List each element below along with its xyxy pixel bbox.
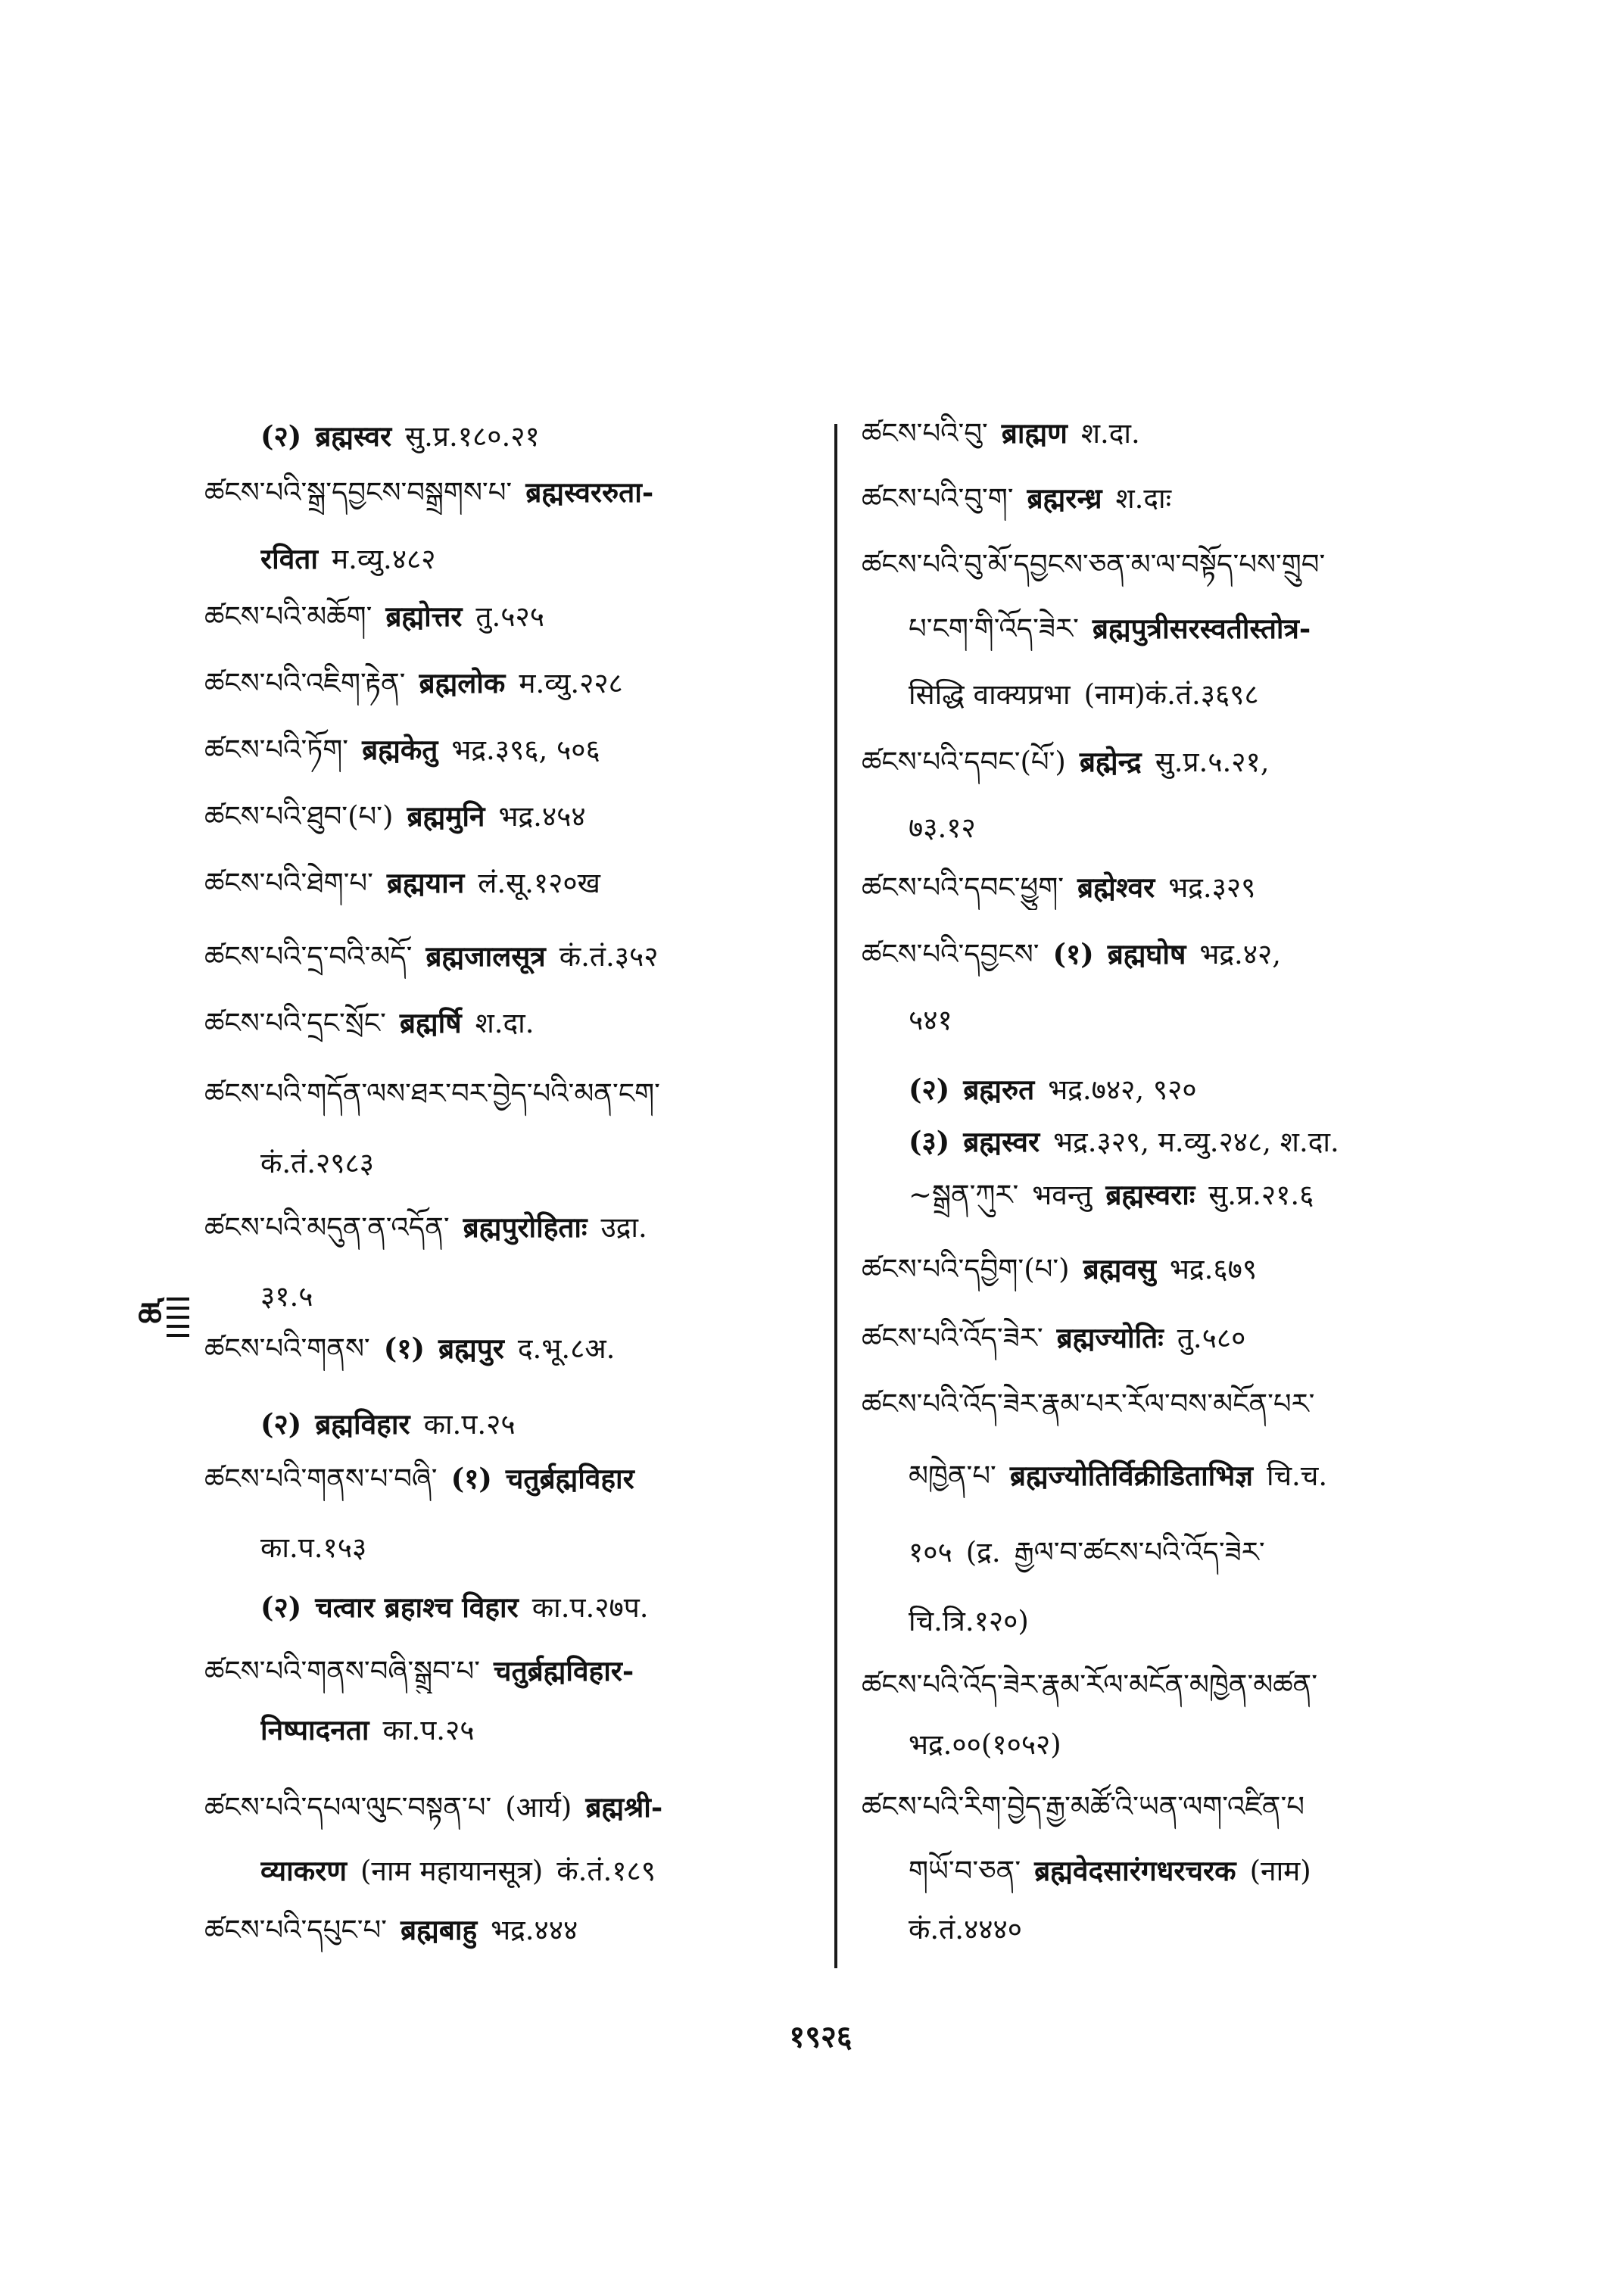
note: (नाम) [1249,1855,1311,1887]
tibetan-term: ཚངས་པའི་སྒྲ་དབྱངས་བསྒྲགས་པ་ [204,476,513,509]
sanskrit-equivalent: ब्रह्मर्षि [399,1006,462,1039]
entry-line [862,931,1494,977]
sanskrit-equivalent: ब्रह्मयान [386,866,465,899]
note: (नाम महायानसूत्र) [360,1855,544,1887]
entry-line [204,594,810,639]
entry-line [204,1456,810,1501]
sanskrit-equivalent: ब्रह्मपुत्रीसरस्वतीस्तोत्र- [1092,612,1311,645]
sense-number: (२) [260,1590,302,1624]
tibetan-term: ཚངས་པའི་གནས་པ་བཞི་ [204,1463,438,1495]
entry-continuation-line [260,536,810,581]
source-reference: कं.तं.२९८३ [260,1147,374,1179]
source-reference: १०५ [909,1536,952,1569]
sanskrit-equivalent: ब्रह्मजालसूत्र [425,939,546,973]
entry-line [862,739,1494,784]
source-reference: भद्र.४४४ [491,1914,578,1946]
entry-continuation-line [909,606,1494,651]
thumb-index-rule [167,1334,189,1337]
tibetan-term: ཚངས་པའི་མདུན་ན་འདོན་ [204,1211,450,1244]
entry-line [204,860,810,905]
source-reference: सु.प्र.२१.६ [1208,1179,1314,1211]
tibetan-term: ཚངས་པའི་དཔུང་པ་ [204,1914,387,1946]
entry-continuation-line [909,1067,1494,1112]
sanskrit-equivalent: ब्रह्मस्वराः [1105,1178,1195,1211]
tibetan-term: ཚངས་པའི་དྲང་སྲོང་ [204,1007,386,1039]
source-reference: द.भू.८अ. [517,1332,616,1365]
sanskrit-equivalent: ब्रह्मश्री- [585,1790,663,1824]
source-reference: तु.५२५ [475,600,544,633]
entry-line [862,542,1494,587]
thumb-index-rule [167,1316,189,1319]
right-column [862,0,1494,2293]
thumb-index-letter: ཚ [138,1296,162,1335]
sanskrit-equivalent: रविता [260,542,318,575]
entry-line [862,1382,1494,1427]
tibetan-term: ཚངས་པའི་དཔལ་ལུང་བསྟན་པ་ [204,1791,492,1824]
entry-continuation-line [260,1848,810,1893]
entry-continuation-line [909,1453,1494,1498]
tibetan-term: ཚངས་པའི་གདོན་ལས་ཐར་བར་བྱེད་པའི་མན་ངག་ [204,1077,660,1110]
sanskrit-equivalent: ब्रह्मवसु [1083,1252,1156,1285]
entry-continuation-line [260,1141,810,1186]
source-reference: श.दा. [475,1007,535,1039]
entry-line [862,1246,1494,1291]
sanskrit-equivalent: ब्राह्मण [1001,416,1068,450]
tibetan-term: ཚངས་པའི་ཐེག་པ་ [204,867,373,899]
entry-line [862,475,1494,521]
text-segment: सिद्धि वाक्यप्रभा [909,678,1071,711]
tibetan-term: ཚངས་པའི་འོད་ཟེར་རྣམ་རོལ་མངོན་མཁྱེན་མཚན་ [862,1668,1317,1701]
sense-number: (१) [1052,937,1094,970]
tibetan-term: ཚངས་པའི་འོད་ཟེར་ [862,1322,1043,1354]
source-reference: का.प.१५३ [260,1531,367,1564]
sanskrit-equivalent: ब्रह्मरन्ध्र [1027,481,1102,515]
entry-continuation-line [909,1848,1494,1893]
entry-continuation-line [909,1599,1494,1644]
source-reference: कं.तं.४४४० [909,1913,1022,1946]
sanskrit-equivalent: व्याकरण [260,1854,347,1887]
sanskrit-equivalent: ब्रह्मेश्वर [1077,871,1155,904]
source-reference: भद्र.४२, [1199,938,1282,970]
source-reference: ७३.१२ [909,812,976,844]
text-segment: भवन्तु [1032,1179,1093,1211]
sanskrit-equivalent: ब्रह्ममुनि [407,799,485,833]
sanskrit-equivalent: चतुर्ब्रह्मविहार [505,1462,634,1495]
sanskrit-equivalent: ब्रह्मविहार [315,1407,410,1441]
tibetan-term: ཚངས་པའི་བུ་ག་ [862,482,1014,515]
sanskrit-equivalent: ब्रह्मवेदसारंगधरचरक [1034,1854,1236,1887]
sanskrit-equivalent: ब्रह्मरुत [963,1073,1035,1106]
sanskrit-equivalent: ब्रह्मपुरोहिताः [463,1210,588,1244]
entry-continuation-line [909,1172,1494,1217]
sense-number: (२) [260,419,302,453]
sanskrit-equivalent: चतुर्ब्रह्मविहार- [494,1654,634,1687]
thumb-index-rule [167,1298,189,1301]
tibetan-term: ཚངས་པའི་འོད་ཟེར་རྣམ་པར་རོལ་བས་མངོན་པར་ [862,1388,1315,1420]
tibetan-term: ཚངས་པའི་ཐུབ་(པ་) [204,800,394,833]
sanskrit-equivalent: ब्रह्मज्योतिः [1056,1321,1164,1354]
entry-continuation-line [260,1584,810,1630]
sense-number: (२) [260,1407,302,1441]
tibetan-term: ཚངས་པའི་དབང་ཕྱུག་ [862,871,1064,904]
tibetan-term: གཡོ་བ་ཅན་ [909,1855,1021,1887]
source-reference: भद्र.३२९ [1168,871,1256,904]
entry-line [862,1315,1494,1360]
entry-line [204,793,810,839]
tibetan-term: ཚངས་པའི་གནས་ [204,1332,370,1365]
note: (नाम)कं.तं.३६९८ [1083,678,1259,711]
page-number: १९२६ [789,2019,853,2055]
tibetan-term: ཚངས་པའི་གནས་བཞི་སྒྲུབ་པ་ [204,1655,481,1687]
tibetan-term: ཚངས་པའི་ཏོག་ [204,734,349,766]
source-reference: म.व्यु.४८२ [331,543,436,575]
thumb-index-rule [167,1325,189,1328]
source-reference: चि.त्रि.१२०) [909,1605,1029,1637]
sanskrit-equivalent: ब्रह्मघोष [1107,937,1186,970]
source-reference: का.प.२५ [382,1714,475,1746]
tibetan-term: ཚངས་པའི་དབྱིག་(པ་) [862,1253,1070,1285]
entry-line [204,1907,810,1952]
source-reference: सु.प्र.१८०.२१ [405,420,540,453]
sanskrit-equivalent: ब्रह्मस्वर [963,1125,1040,1158]
source-reference: ५४१ [909,1004,952,1036]
source-reference: उद्रा. [600,1211,647,1244]
sense-number: (३) [909,1125,950,1158]
entry-continuation-line [260,1525,810,1571]
entry-line [204,727,810,772]
source-reference: भद्र.००(१०५२) [909,1728,1061,1761]
entry-continuation-line [909,1722,1494,1768]
source-reference: भद्र.७४२, ९२० [1048,1073,1197,1106]
source-reference: तु.५८० [1177,1322,1246,1354]
source-reference: भद्र.३९६, ५०६ [451,734,600,766]
sanskrit-equivalent: ब्रह्मोत्तर [385,600,463,633]
source-reference: कं.तं.३५२ [559,940,659,973]
entry-line [204,1000,810,1045]
sense-number: (१) [450,1462,492,1495]
source-reference: सु.प्र.५.२१, [1155,746,1270,778]
note: (द्र. [965,1536,1001,1569]
source-reference: भद्र.६७९ [1169,1253,1258,1285]
sanskrit-equivalent: निष्पादनता [260,1713,369,1746]
tibetan-term: ཚངས་པའི་བུ་ [862,417,988,450]
entry-line [862,1784,1494,1830]
source-reference: का.प.२५ [423,1408,516,1441]
tibetan-term: ཚངས་པའི་དབང་(པོ་) [862,746,1066,778]
sanskrit-equivalent: ब्रह्मस्वर [315,419,392,453]
entry-continuation-line [909,1530,1494,1575]
column-divider [834,424,837,1968]
entry-line [204,1784,810,1830]
thumb-index-tab [133,1287,194,1344]
entry-line [204,1326,810,1371]
tibetan-term: ཚངས་པའི་མཆོག་ [204,600,372,633]
source-reference: श.दाः [1115,482,1172,515]
entry-line [204,660,810,706]
source-reference: चि.च. [1266,1460,1328,1492]
source-reference: लं.सू.१२०ख [478,867,600,899]
sanskrit-equivalent: ब्रह्मेन्द्र [1079,745,1142,778]
entry-continuation-line [260,1707,810,1752]
entry-continuation-line [909,998,1494,1043]
source-reference: श.दा. [1080,417,1140,450]
tibetan-term: རྒྱལ་བ་ཚངས་པའི་འོད་ཟེར་ [1014,1536,1265,1569]
entry-line [204,933,810,979]
sanskrit-equivalent: ब्रह्मबाहु [400,1913,478,1946]
entry-line [862,865,1494,910]
entry-continuation-line [909,1907,1494,1952]
entry-line [204,1648,810,1693]
sanskrit-equivalent: चत्वार ब्रहाश्च विहार [315,1590,519,1624]
entry-line [862,410,1494,456]
note: (आर्य) [505,1791,572,1824]
sanskrit-equivalent: ब्रह्मस्वररुता- [525,475,654,509]
sanskrit-equivalent: ब्रह्मज्योतिर्विक्रीडिताभिज्ञ [1009,1459,1253,1492]
tibetan-term: མཁྱེན་པ་ [909,1460,996,1492]
tibetan-term: ~སྒྲན་ཀུར་ [909,1179,1019,1211]
sense-number: (१) [383,1332,425,1365]
entry-line [204,1204,810,1250]
entry-line [862,1662,1494,1708]
tibetan-term: ཚངས་པའི་འཇིག་རྟེན་ [204,667,406,699]
sanskrit-equivalent: ब्रह्मलोक [419,666,506,699]
tibetan-term: པ་ངག་གི་འོད་ཟེར་ [909,612,1079,645]
sanskrit-equivalent: ब्रह्मपुर [438,1332,504,1365]
entry-continuation-line [260,413,810,459]
tibetan-term: ཚངས་པའི་དབྱངས་ [862,938,1040,970]
left-column [204,0,810,2293]
source-reference: का.प.२७प. [531,1591,649,1624]
source-reference: कं.तं.१८९ [556,1855,656,1887]
entry-continuation-line [909,1119,1494,1164]
sanskrit-equivalent: ब्रह्मकेतु [362,733,438,766]
source-reference: म.व्यु.२२८ [519,667,623,699]
entry-continuation-line [909,672,1494,718]
source-reference: भद्र.३२९, म.व्यु.२४८, श.दा. [1053,1126,1339,1158]
tibetan-term: ཚངས་པའི་རིག་བྱེད་རྒྱ་མཚོ་འི་ཡན་ལག་འཛིན་པ [862,1790,1304,1823]
sense-number: (२) [909,1073,950,1106]
tibetan-term: ཚངས་པའི་བུ་མོ་དབྱངས་ཅན་མ་ལ་བསྟོད་པས་གྲུབ་ [862,548,1326,581]
entry-line [204,1071,810,1117]
entry-continuation-line [909,805,1494,851]
source-reference: भद्र.४५४ [498,800,586,833]
thumb-index-rule [167,1307,189,1310]
entry-continuation-line [260,1401,810,1447]
tibetan-term: ཚངས་པའི་དྲ་བའི་མདོ་ [204,940,413,973]
source-reference: ३१.५ [260,1280,313,1313]
entry-line [204,469,810,515]
entry-continuation-line [260,1274,810,1319]
